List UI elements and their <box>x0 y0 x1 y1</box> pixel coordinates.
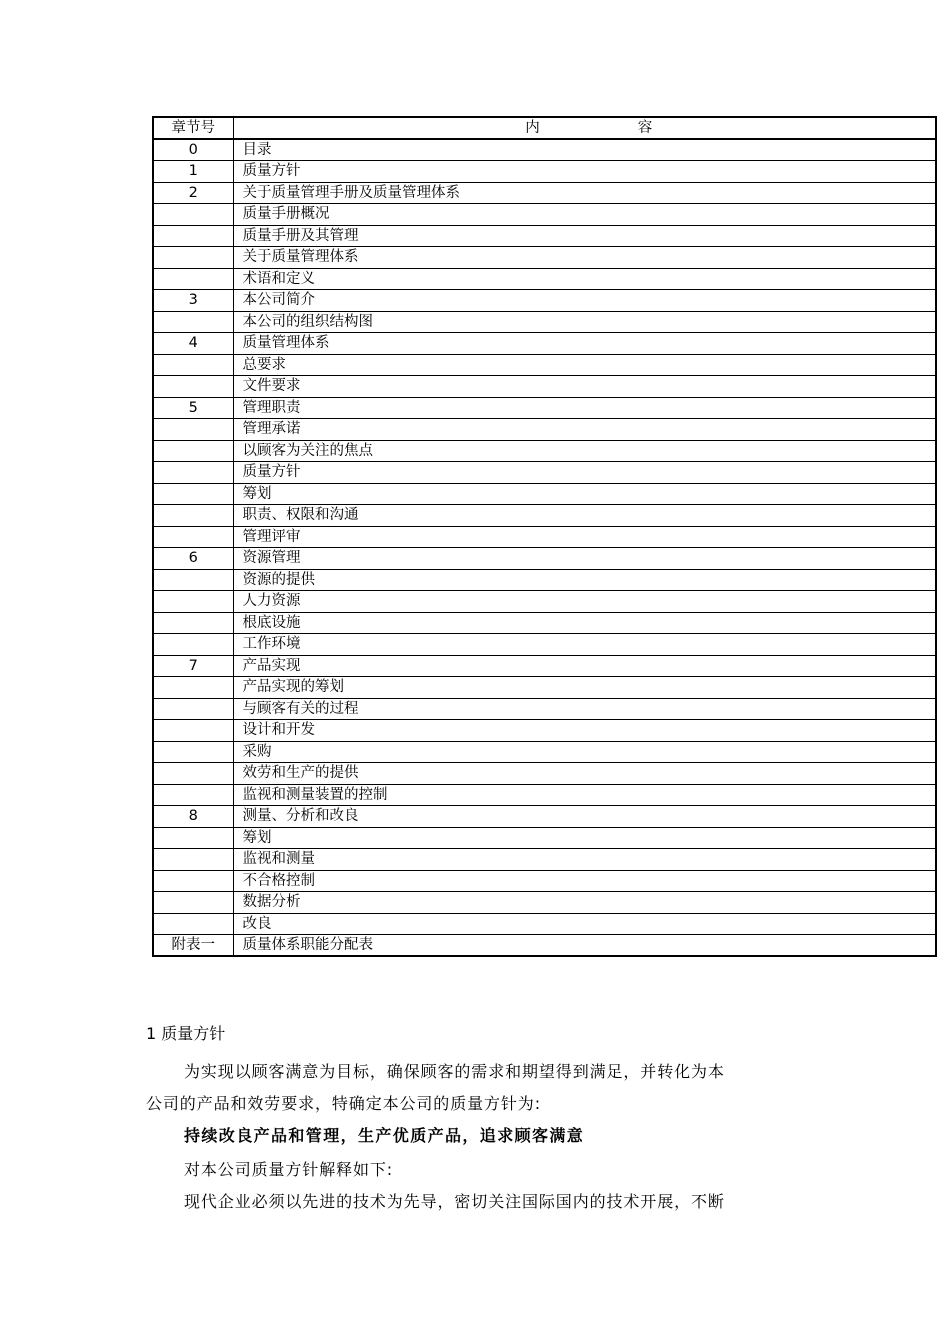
paragraph-1-line-1: 为实现以顾客满意为目标，确保顾客的需求和期望得到满足，并转化为本 <box>184 1062 725 1081</box>
chapter-number <box>153 268 233 290</box>
chapter-number <box>153 419 233 441</box>
chapter-number: 7 <box>153 655 233 677</box>
chapter-title: 监视和测量 <box>233 849 936 871</box>
chapter-title: 以顾客为关注的焦点 <box>233 440 936 462</box>
chapter-number <box>153 440 233 462</box>
chapter-number <box>153 763 233 785</box>
chapter-title: 改良 <box>233 913 936 935</box>
toc-row <box>153 268 936 290</box>
chapter-title: 筹划 <box>233 483 936 505</box>
chapter-number <box>153 870 233 892</box>
toc-row <box>153 333 936 355</box>
toc-row <box>153 849 936 871</box>
chapter-title: 质量体系职能分配表 <box>233 935 936 957</box>
chapter-title: 人力资源 <box>233 591 936 613</box>
toc-row <box>153 935 936 957</box>
chapter-number <box>153 225 233 247</box>
chapter-title: 效劳和生产的提供 <box>233 763 936 785</box>
chapter-title: 本公司的组织结构图 <box>233 311 936 333</box>
chapter-number: 1 <box>153 161 233 183</box>
toc-row <box>153 376 936 398</box>
content-header <box>233 117 936 139</box>
chapter-title: 工作环境 <box>233 634 936 656</box>
toc-row <box>153 462 936 484</box>
chapter-title: 采购 <box>233 741 936 763</box>
chapter-number <box>153 526 233 548</box>
toc-body <box>153 139 936 956</box>
section-heading: 1 质量方针 <box>146 1024 226 1043</box>
chapter-title: 产品实现 <box>233 655 936 677</box>
chapter-title: 不合格控制 <box>233 870 936 892</box>
toc-row <box>153 161 936 183</box>
chapter-number <box>153 569 233 591</box>
toc-row <box>153 569 936 591</box>
chapter-number <box>153 505 233 527</box>
chapter-number <box>153 354 233 376</box>
chapter-number <box>153 677 233 699</box>
table-of-contents <box>152 116 937 957</box>
chapter-title: 管理评审 <box>233 526 936 548</box>
toc-row <box>153 290 936 312</box>
chapter-title: 关于质量管理手册及质量管理体系 <box>233 182 936 204</box>
content-header-right: 容 <box>637 120 653 136</box>
chapter-number: 8 <box>153 806 233 828</box>
toc-row <box>153 655 936 677</box>
chapter-title: 质量手册概况 <box>233 204 936 226</box>
chapter-number <box>153 698 233 720</box>
chapter-number <box>153 741 233 763</box>
toc-row <box>153 892 936 914</box>
paragraph-1-line-2: 公司的产品和效劳要求，特确定本公司的质量方针为: <box>146 1094 541 1113</box>
chapter-title: 质量方针 <box>233 161 936 183</box>
chapter-title: 数据分析 <box>233 892 936 914</box>
toc-row <box>153 698 936 720</box>
chapter-number <box>153 376 233 398</box>
chapter-number <box>153 913 233 935</box>
chapter-number: 0 <box>153 139 233 161</box>
chapter-title: 质量方针 <box>233 462 936 484</box>
chapter-title: 管理职责 <box>233 397 936 419</box>
toc-row <box>153 182 936 204</box>
chapter-number <box>153 892 233 914</box>
toc-row <box>153 483 936 505</box>
chapter-number <box>153 591 233 613</box>
toc-row <box>153 677 936 699</box>
toc-row <box>153 247 936 269</box>
chapter-number: 6 <box>153 548 233 570</box>
chapter-number: 4 <box>153 333 233 355</box>
toc-row <box>153 139 936 161</box>
chapter-title: 关于质量管理体系 <box>233 247 936 269</box>
chapter-number <box>153 247 233 269</box>
toc-row <box>153 311 936 333</box>
chapter-number <box>153 483 233 505</box>
quality-policy-statement: 持续改良产品和管理，生产优质产品，追求顾客满意 <box>184 1126 585 1145</box>
chapter-title: 资源管理 <box>233 548 936 570</box>
chapter-title: 根底设施 <box>233 612 936 634</box>
chapter-title: 质量管理体系 <box>233 333 936 355</box>
paragraph-2: 对本公司质量方针解释如下: <box>184 1160 394 1179</box>
paragraph-3: 现代企业必须以先进的技术为先导，密切关注国际国内的技术开展，不断 <box>184 1192 725 1211</box>
content-header-left: 内 <box>525 120 540 136</box>
chapter-title: 测量、分析和改良 <box>233 806 936 828</box>
chapter-number: 3 <box>153 290 233 312</box>
chapter-title: 设计和开发 <box>233 720 936 742</box>
chapter-title: 职责、权限和沟通 <box>233 505 936 527</box>
toc-header-row <box>153 117 936 139</box>
toc-row <box>153 763 936 785</box>
chapter-title: 与顾客有关的过程 <box>233 698 936 720</box>
toc-row <box>153 204 936 226</box>
chapter-title: 目录 <box>233 139 936 161</box>
toc-row <box>153 591 936 613</box>
chapter-title: 本公司简介 <box>233 290 936 312</box>
chapter-number <box>153 784 233 806</box>
toc-row <box>153 419 936 441</box>
chapter-number-header: 章节号 <box>153 117 233 139</box>
chapter-number <box>153 634 233 656</box>
chapter-number: 2 <box>153 182 233 204</box>
chapter-number <box>153 720 233 742</box>
chapter-title: 术语和定义 <box>233 268 936 290</box>
chapter-number <box>153 827 233 849</box>
toc-row <box>153 784 936 806</box>
toc-row <box>153 806 936 828</box>
toc-row <box>153 720 936 742</box>
chapter-number: 5 <box>153 397 233 419</box>
chapter-number <box>153 204 233 226</box>
toc-row <box>153 870 936 892</box>
chapter-title: 质量手册及其管理 <box>233 225 936 247</box>
chapter-number <box>153 849 233 871</box>
toc-row <box>153 548 936 570</box>
toc-row <box>153 913 936 935</box>
chapter-title: 筹划 <box>233 827 936 849</box>
chapter-number <box>153 612 233 634</box>
toc-row <box>153 634 936 656</box>
chapter-title: 管理承诺 <box>233 419 936 441</box>
toc-row <box>153 827 936 849</box>
chapter-title: 产品实现的筹划 <box>233 677 936 699</box>
chapter-title: 文件要求 <box>233 376 936 398</box>
toc-row <box>153 397 936 419</box>
chapter-number <box>153 462 233 484</box>
toc-row <box>153 440 936 462</box>
chapter-title: 资源的提供 <box>233 569 936 591</box>
chapter-title: 监视和测量装置的控制 <box>233 784 936 806</box>
chapter-number: 附表一 <box>153 935 233 957</box>
toc-row <box>153 526 936 548</box>
toc-row <box>153 741 936 763</box>
chapter-title: 总要求 <box>233 354 936 376</box>
toc-row <box>153 225 936 247</box>
toc-row <box>153 354 936 376</box>
chapter-number <box>153 311 233 333</box>
toc-row <box>153 505 936 527</box>
toc-row <box>153 612 936 634</box>
